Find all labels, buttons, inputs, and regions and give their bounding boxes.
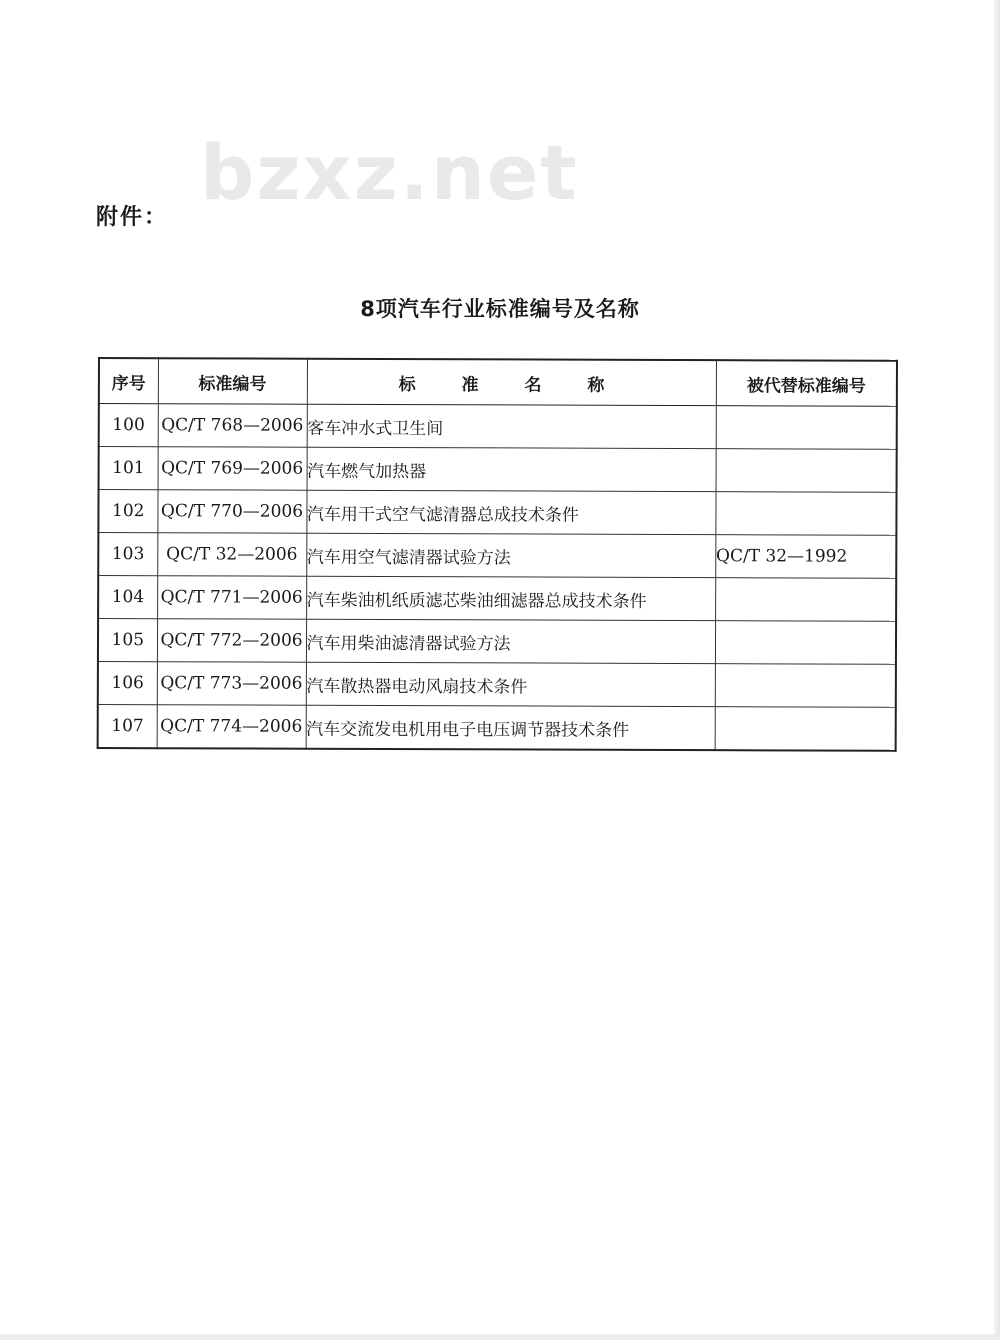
document-title: 8项汽车行业标准编号及名称 [360,297,640,321]
attachment-label: 附件： [96,205,169,230]
standards-table [97,357,898,752]
table-row [99,447,897,493]
header-name [307,359,716,406]
row-replaced [716,449,897,493]
row-code: QC/T 774—2006 [157,705,306,749]
row-code: QC/T 769—2006 [158,447,307,491]
row-code: QC/T 770—2006 [157,490,306,534]
row-name: 汽车用干式空气滤清器总成技术条件 [306,490,715,534]
row-code: QC/T 771—2006 [157,576,306,620]
table-row [98,619,896,665]
table-row [98,490,896,536]
watermark: bzxz.net [200,128,579,217]
page-bottom-edge [0,1334,1000,1340]
row-seq: 106 [98,662,157,705]
row-replaced [715,664,896,708]
row-seq: 102 [98,490,157,533]
row-name: 汽车交流发电机用电子电压调节器技术条件 [306,705,715,750]
row-name: 汽车燃气加热器 [307,447,716,491]
table-row [98,662,896,708]
row-replaced [715,578,896,622]
row-code: QC/T 772—2006 [157,619,306,663]
row-code: QC/T 768—2006 [158,404,307,448]
header-name-label: 标 准 名 称 [398,374,625,396]
header-code: 标准编号 [158,358,307,404]
row-replaced [716,406,897,450]
table-row [98,576,896,622]
row-seq: 100 [99,404,158,447]
row-name: 汽车散热器电动风扇技术条件 [306,662,715,706]
row-seq: 105 [98,619,157,662]
row-replaced: QC/T 32—1992 [715,535,896,579]
row-name: 汽车用空气滤清器试验方法 [306,533,715,577]
table-header-row [99,358,897,406]
header-seq: 序号 [99,358,158,404]
row-seq: 101 [99,447,158,490]
row-name: 客车冲水式卫生间 [307,404,716,448]
row-code: QC/T 32—2006 [157,533,306,577]
table-row [99,404,897,450]
page-edge-shadow [994,0,1000,1340]
row-name: 汽车用柴油滤清器试验方法 [306,619,715,663]
row-replaced [715,621,896,665]
row-replaced [716,492,897,536]
header-replaced: 被代替标准编号 [716,360,897,406]
row-seq: 104 [98,576,157,619]
row-name: 汽车柴油机纸质滤芯柴油细滤器总成技术条件 [306,576,715,620]
row-code: QC/T 773—2006 [157,662,306,706]
table-row [98,533,896,579]
row-replaced [715,707,896,751]
table-row [98,705,896,751]
row-seq: 103 [98,533,157,576]
row-seq: 107 [98,705,157,749]
